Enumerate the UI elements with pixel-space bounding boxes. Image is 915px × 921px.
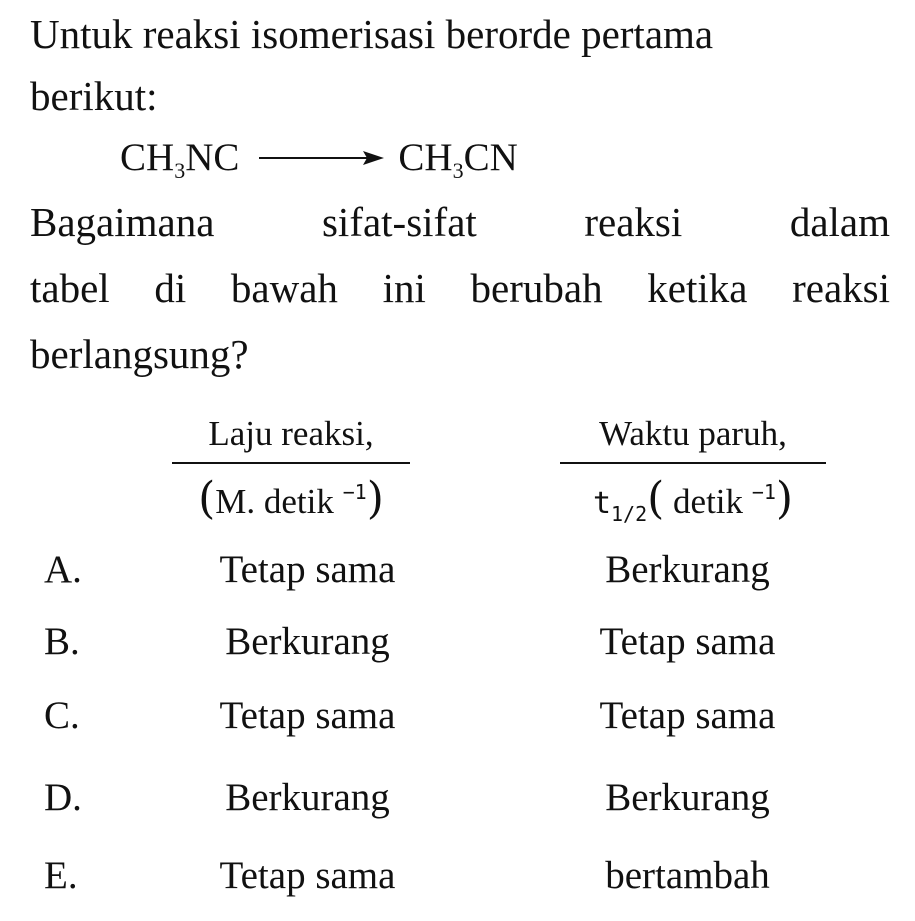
rate-title: Laju reaksi, — [208, 414, 374, 453]
answer-option-d[interactable] — [0, 768, 915, 828]
answer-option-e[interactable] — [0, 846, 915, 906]
question-line-1: Untuk reaksi isomerisasi berorde pertama — [30, 11, 714, 57]
product-formula: $CH_3CN$ — [398, 136, 518, 183]
rate-cell: Tetap sama — [219, 694, 396, 737]
option-label: D. — [44, 776, 82, 819]
rate-cell: Berkurang — [225, 776, 390, 819]
half-life-title: Waktu paruh, — [599, 414, 787, 453]
half-life-cell: bertambah — [605, 854, 770, 897]
rate-cell: Berkurang — [225, 620, 390, 663]
half-life-cell: Tetap sama — [599, 694, 776, 737]
word: bawah — [230, 265, 338, 311]
option-label: B. — [44, 620, 80, 663]
answer-option-a[interactable] — [0, 540, 915, 600]
word: berubah — [470, 265, 603, 311]
rate-cell: Tetap sama — [219, 548, 396, 591]
rate-cell: Tetap sama — [219, 854, 396, 897]
half-life-unit: $t_{1/2}$( detik $^{-1}$) — [592, 473, 794, 526]
reaction-equation — [120, 134, 518, 182]
question-line-5: berlangsung? — [30, 331, 249, 377]
rate-unit: (M. detik $^{-1}$) — [198, 473, 384, 524]
column-header-half-life — [560, 412, 826, 536]
word: ini — [382, 265, 426, 311]
answer-option-b[interactable] — [0, 612, 915, 672]
question-line-2: berikut: — [30, 73, 158, 119]
reactant-formula: $CH_3NC$ — [120, 136, 240, 183]
option-label: E. — [44, 854, 78, 897]
word: di — [154, 265, 187, 311]
half-life-cell: Berkurang — [605, 776, 770, 819]
word: ketika — [647, 265, 748, 311]
word: reaksi — [792, 265, 890, 311]
word: sifat-sifat — [321, 199, 477, 245]
half-life-cell: Berkurang — [605, 548, 770, 591]
answer-option-c[interactable] — [0, 686, 915, 746]
word: tabel — [30, 265, 110, 311]
reaction-arrow-icon — [259, 148, 384, 168]
question-line-4 — [30, 264, 890, 312]
word: Bagaimana — [30, 199, 215, 245]
option-label: A. — [44, 548, 82, 591]
fraction-rule — [172, 462, 410, 464]
word: dalam — [789, 199, 890, 245]
question-line-3 — [30, 198, 890, 246]
word: reaksi — [584, 199, 683, 245]
fraction-rule — [560, 462, 826, 464]
option-label: C. — [44, 694, 80, 737]
half-life-cell: Tetap sama — [599, 620, 776, 663]
column-header-rate — [172, 412, 410, 524]
